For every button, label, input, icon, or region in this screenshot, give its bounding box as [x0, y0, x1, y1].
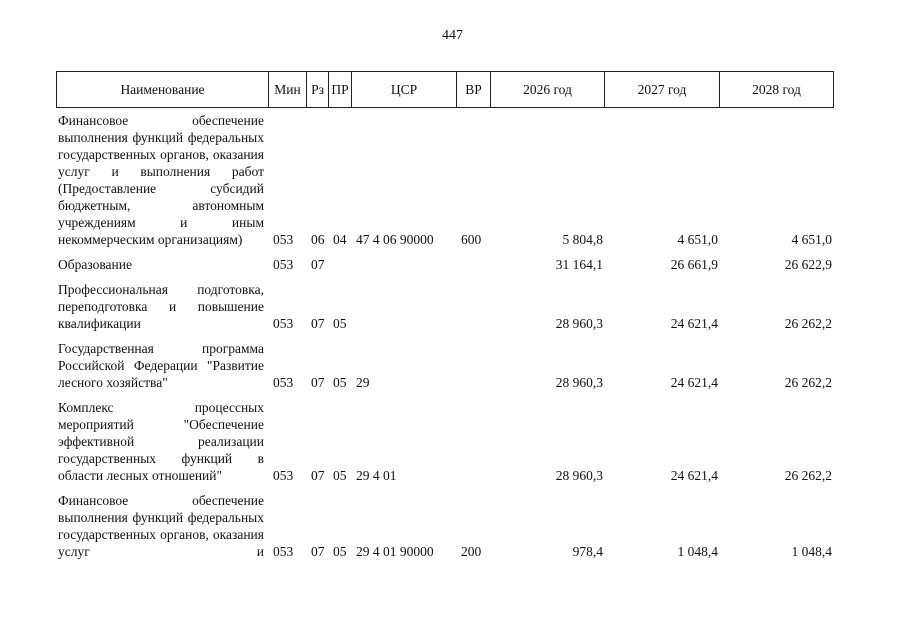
table-row — [56, 256, 833, 273]
row-min: 053 — [273, 375, 294, 390]
row-2028: 1 048,4 — [791, 544, 832, 559]
table-row — [56, 281, 833, 332]
row-2028: 26 622,9 — [784, 257, 832, 272]
row-vr — [456, 399, 490, 484]
row-pr: 05 — [333, 468, 347, 483]
row-csr — [351, 281, 456, 332]
table-row — [56, 340, 833, 391]
row-pr: 05 — [333, 544, 347, 559]
header-rz: Рз — [307, 72, 329, 108]
row-name: Профессиональная подготовка, переподготовка и повышение квалификации — [58, 282, 264, 331]
row-2026: 28 960,3 — [555, 375, 603, 390]
budget-table — [56, 112, 833, 560]
header-vr: ВР — [457, 72, 491, 108]
row-2027: 1 048,4 — [677, 544, 718, 559]
header-2026: 2026 год — [491, 72, 605, 108]
row-vr — [456, 281, 490, 332]
row-min: 053 — [273, 468, 294, 483]
row-min: 053 — [273, 316, 294, 331]
row-vr — [456, 340, 490, 391]
row-rz: 07 — [311, 375, 325, 390]
row-2027: 4 651,0 — [677, 232, 718, 247]
row-2028: 26 262,2 — [784, 468, 832, 483]
row-min: 053 — [273, 544, 294, 559]
table-row — [56, 112, 833, 248]
header-min: Мин — [269, 72, 307, 108]
row-pr — [328, 256, 351, 273]
table-row — [56, 399, 833, 484]
header-name: Наименование — [57, 72, 269, 108]
row-csr — [351, 256, 456, 273]
table-header — [56, 71, 834, 108]
row-rz: 07 — [311, 257, 325, 272]
row-2026: 28 960,3 — [555, 316, 603, 331]
row-2026: 28 960,3 — [555, 468, 603, 483]
row-2027: 24 621,4 — [670, 468, 718, 483]
row-name: Образование — [58, 257, 132, 272]
row-2028: 26 262,2 — [784, 375, 832, 390]
row-pr: 04 — [333, 232, 347, 247]
row-pr: 05 — [333, 316, 347, 331]
row-name: Финансовое обеспечение выполнения функций федеральных государственных органов, оказания услуг и — [58, 493, 264, 559]
row-csr: 29 4 01 90000 — [356, 544, 434, 559]
row-vr: 200 — [461, 544, 482, 559]
header-2027: 2027 год — [605, 72, 720, 108]
table-row — [56, 492, 833, 560]
row-2027: 24 621,4 — [670, 316, 718, 331]
row-2026: 31 164,1 — [555, 257, 603, 272]
row-name: Государственная программа Российской Федерации "Развитие лесного хозяйства" — [58, 341, 264, 390]
header-csr: ЦСР — [352, 72, 457, 108]
row-2028: 26 262,2 — [784, 316, 832, 331]
row-csr: 29 — [356, 375, 370, 390]
header-pr: ПР — [329, 72, 352, 108]
row-csr: 47 4 06 90000 — [356, 232, 434, 247]
row-name: Комплекс процессных мероприятий "Обеспечение эффективной реализации государственных функций в области лесных отношений" — [58, 400, 264, 483]
row-2028: 4 651,0 — [791, 232, 832, 247]
row-2026: 5 804,8 — [562, 232, 603, 247]
row-rz: 07 — [311, 544, 325, 559]
page-number: 447 — [442, 28, 463, 43]
row-2026: 978,4 — [572, 544, 603, 559]
header-2028: 2028 год — [720, 72, 834, 108]
row-2027: 26 661,9 — [670, 257, 718, 272]
row-rz: 07 — [311, 468, 325, 483]
row-vr: 600 — [461, 232, 482, 247]
row-rz: 06 — [311, 232, 325, 247]
row-2027: 24 621,4 — [670, 375, 718, 390]
row-min: 053 — [273, 232, 294, 247]
row-csr: 29 4 01 — [356, 468, 397, 483]
row-rz: 07 — [311, 316, 325, 331]
row-min: 053 — [273, 257, 294, 272]
row-vr — [456, 256, 490, 273]
row-pr: 05 — [333, 375, 347, 390]
row-name: Финансовое обеспечение выполнения функций федеральных государственных органов, оказания услуг и выполнения работ (Предоставление субсидий бюджетным, автономным учреждениям и иным некоммерческим организациям) — [58, 113, 264, 247]
